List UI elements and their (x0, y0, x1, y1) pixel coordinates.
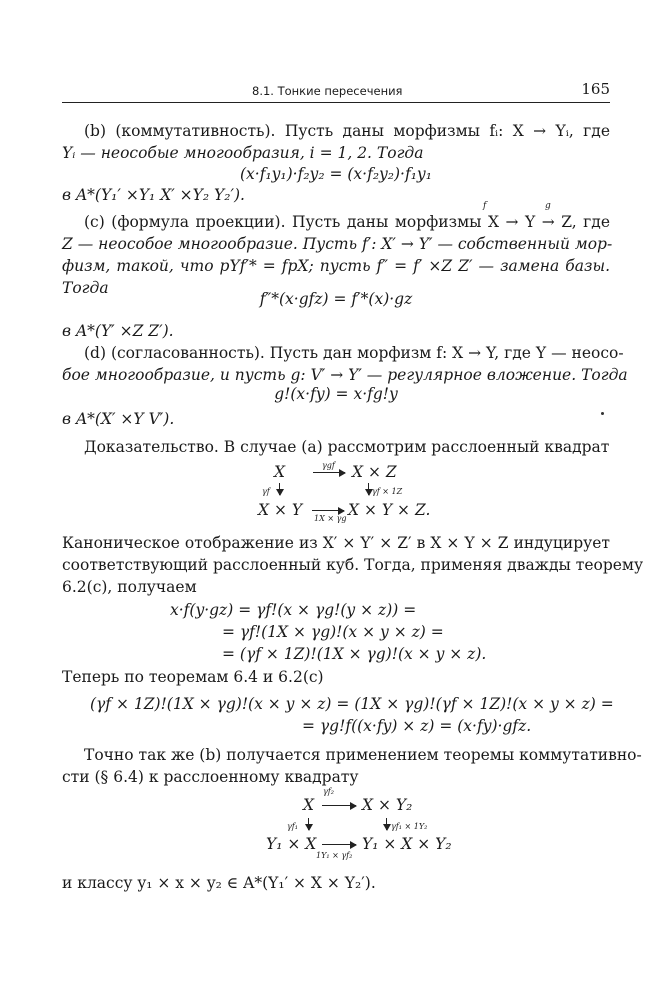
arrow-label: 1X × γg (314, 514, 347, 523)
formula-projection: f″*(x·gfz) = f′*(x)·gz (259, 290, 413, 308)
text-line: (b) (коммутативность). Пусть даны морфизмы fᵢ: X → Yᵢ, где (84, 122, 610, 140)
arrow-label: γf₂ (323, 787, 334, 796)
down-arrow (368, 483, 369, 495)
right-arrow (313, 472, 345, 473)
arrow-label: 1Y₁ × γf₂ (316, 851, 353, 860)
diagram-node: Y₁ × X (266, 835, 317, 853)
stray-dot (601, 412, 604, 415)
diagram-node: X × Z (352, 463, 397, 481)
text-line: бое многообразие, и пусть g: V′ → Y′ — регулярное вложение. Тогда (62, 366, 628, 384)
text-line: Тогда (62, 279, 109, 297)
text-line: и классу y₁ × x × y₂ ∈ A*(Y₁′ × X × Y₂′). (62, 874, 376, 892)
formula-commutativity: (x·f₁y₁)·f₂y₂ = (x·f₂y₂)·f₁y₁ (240, 165, 432, 183)
page-number: 165 (581, 80, 610, 98)
text-line: в A*(X′ ×Y V′). (62, 410, 175, 428)
text-line: 6.2(c), получаем (62, 578, 197, 596)
diagram-node: X × Y (258, 501, 303, 519)
diagram-node: X × Y × Z. (348, 501, 431, 519)
formula-line: (γf × 1Z)!(1X × γg)!(x × y × z) = (1X × γg)!(γf × 1Z)!(x × y × z) = (90, 695, 614, 713)
down-arrow (279, 483, 280, 495)
down-arrow (386, 818, 387, 830)
diagram-node: X (274, 463, 286, 481)
text-line: Yᵢ — неособые многообразия, i = 1, 2. Тогда (62, 144, 424, 162)
arrow-label: γf₁ × 1Y₂ (391, 822, 428, 831)
text-line: физм, такой, что pYf′* = fpX; пусть f″ = f′ ×Z Z′ — замена базы. (62, 257, 610, 275)
text-line: в A*(Y′ ×Z Z′). (62, 322, 174, 340)
formula-line: x·f(y·gz) = γf!(x × γg!(y × z)) = (170, 601, 417, 619)
text-line: в A*(Y₁′ ×Y₁ X′ ×Y₂ Y₂′). (62, 186, 245, 204)
formula-compatibility: g!(x·fy) = x·fg!y (274, 385, 398, 403)
formula-line: = (γf × 1Z)!(1X × γg)!(x × y × z). (222, 645, 487, 663)
text-line: Теперь по теоремам 6.4 и 6.2(c) (62, 668, 324, 686)
text-line: (c) (формула проекции). Пусть даны морфизмы X → Y → Z, где (84, 213, 610, 231)
text-line: соответствующий расслоенный куб. Тогда, применяя дважды теорему (62, 556, 644, 574)
arrow-label-g: g (545, 201, 551, 211)
arrow-label: γf × 1Z (372, 487, 403, 496)
text-line: Z — неособое многообразие. Пусть f′: X′ → Y′ — собственный мор- (62, 235, 613, 253)
text-line: Точно так же (b) получается применением теоремы коммутативно- (84, 746, 642, 764)
arrow-label: γf₁ (287, 822, 298, 831)
right-arrow (312, 510, 344, 511)
page-header (62, 80, 610, 103)
arrow-label: γf (262, 487, 270, 496)
right-arrow (322, 844, 356, 845)
diagram-node: X (303, 796, 315, 814)
running-title: 8.1. Тонкие пересечения (252, 84, 403, 98)
proof-heading-line: Доказательство. В случае (а) рассмотрим расслоенный квадрат (84, 438, 610, 456)
down-arrow (308, 818, 309, 830)
formula-line: = γg!f((x·fy) × z) = (x·fy)·gfz. (302, 717, 532, 735)
text-line: (d) (согласованность). Пусть дан морфизм f: X → Y, где Y — неосо- (84, 344, 624, 362)
text-line: Каноническое отображение из X′ × Y′ × Z′ в X × Y × Z индуцирует (62, 534, 610, 552)
text-line: сти (§ 6.4) к расслоенному квадрату (62, 768, 359, 786)
diagram-node: Y₁ × X × Y₂ (362, 835, 452, 853)
arrow-label: γgf (322, 461, 335, 470)
arrow-label-f: f (483, 201, 487, 211)
diagram-node: X × Y₂ (362, 796, 413, 814)
right-arrow (322, 805, 356, 806)
formula-line: = γf!(1X × γg)!(x × y × z) = (222, 623, 444, 641)
